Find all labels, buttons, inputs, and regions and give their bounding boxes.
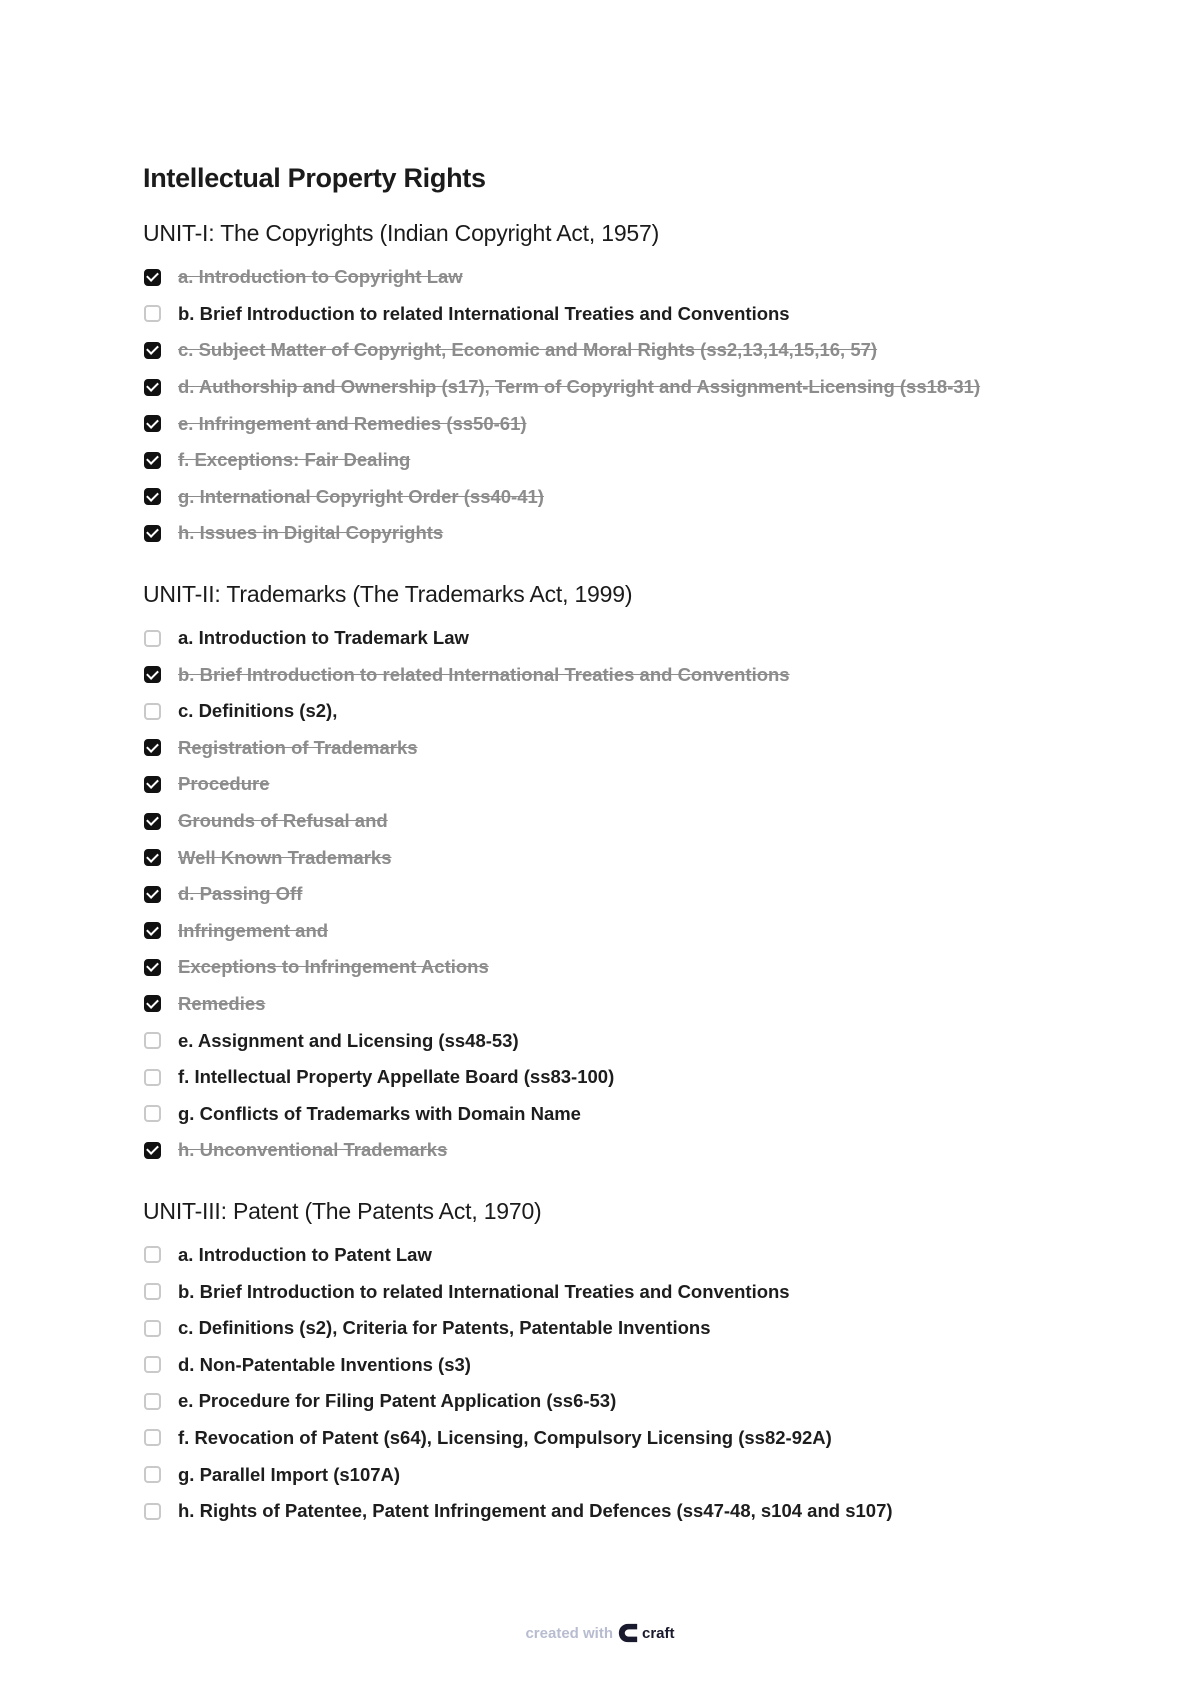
task-label: a. Introduction to Copyright Law — [178, 266, 463, 288]
footer-brand-label: craft — [642, 1624, 675, 1642]
checked-checkbox[interactable] — [144, 776, 161, 793]
checked-checkbox[interactable] — [144, 1142, 161, 1159]
task-label: b. Brief Introduction to related International Treaties and Conventions — [178, 663, 790, 685]
task-list — [143, 259, 1143, 552]
checked-checkbox[interactable] — [144, 415, 161, 432]
task-list — [143, 620, 1143, 1169]
task-item — [143, 949, 1143, 986]
task-label: g. International Copyright Order (ss40-41) — [178, 485, 544, 507]
task-label: g. Parallel Import (s107A) — [178, 1463, 401, 1485]
task-label: c. Subject Matter of Copyright, Economic and Moral Rights (ss2,13,14,15,16, 57) — [178, 339, 878, 361]
unchecked-checkbox[interactable] — [144, 1466, 161, 1483]
checked-checkbox[interactable] — [144, 739, 161, 756]
task-item — [143, 620, 1143, 657]
task-item — [143, 1346, 1143, 1383]
task-item — [143, 515, 1143, 552]
unit-section — [143, 578, 1143, 1169]
checked-checkbox[interactable] — [144, 452, 161, 469]
checked-checkbox[interactable] — [144, 886, 161, 903]
task-item — [143, 839, 1143, 876]
task-label: f. Exceptions: Fair Dealing — [178, 449, 411, 471]
task-label: d. Passing Off — [178, 883, 303, 905]
task-label: b. Brief Introduction to related International Treaties and Conventions — [178, 302, 790, 324]
task-label: Infringement and — [178, 919, 329, 941]
task-label: e. Assignment and Licensing (ss48-53) — [178, 1029, 519, 1051]
unchecked-checkbox[interactable] — [144, 1320, 161, 1337]
unit-heading: UNIT-II: Trademarks (The Trademarks Act, 1999) — [143, 580, 633, 607]
checked-checkbox[interactable] — [144, 813, 161, 830]
task-label: Registration of Trademarks — [178, 736, 418, 758]
checked-checkbox[interactable] — [144, 666, 161, 683]
task-item — [143, 296, 1143, 333]
task-item — [143, 1059, 1143, 1096]
task-item — [143, 1095, 1143, 1132]
unchecked-checkbox[interactable] — [144, 1105, 161, 1122]
checked-checkbox[interactable] — [144, 959, 161, 976]
task-label: a. Introduction to Trademark Law — [178, 627, 469, 649]
footer[interactable] — [0, 1622, 1200, 1644]
task-label: h. Unconventional Trademarks — [178, 1139, 448, 1161]
task-label: Exceptions to Infringement Actions — [178, 956, 489, 978]
task-label: c. Definitions (s2), — [178, 700, 338, 722]
unchecked-checkbox[interactable] — [144, 1356, 161, 1373]
task-label: h. Issues in Digital Copyrights — [178, 522, 444, 544]
task-label: Grounds of Refusal and — [178, 810, 388, 832]
task-item — [143, 1310, 1143, 1347]
task-item — [143, 803, 1143, 840]
task-label: c. Definitions (s2), Criteria for Patents, Patentable Inventions — [178, 1317, 711, 1339]
task-label: b. Brief Introduction to related International Treaties and Conventions — [178, 1280, 790, 1302]
task-label: Procedure — [178, 773, 270, 795]
unchecked-checkbox[interactable] — [144, 305, 161, 322]
unchecked-checkbox[interactable] — [144, 630, 161, 647]
task-label: e. Infringement and Remedies (ss50-61) — [178, 412, 527, 434]
task-item — [143, 1022, 1143, 1059]
task-item — [143, 1273, 1143, 1310]
task-label: g. Conflicts of Trademarks with Domain Name — [178, 1102, 581, 1124]
unchecked-checkbox[interactable] — [144, 1032, 161, 1049]
craft-logo-icon — [617, 1622, 639, 1644]
unchecked-checkbox[interactable] — [144, 703, 161, 720]
task-label: Remedies — [178, 992, 266, 1014]
task-label: d. Authorship and Ownership (s17), Term of Copyright and Assignment-Licensing (ss18-31) — [178, 376, 981, 398]
unit-section — [143, 1195, 1143, 1530]
task-label: f. Revocation of Patent (s64), Licensing, Compulsory Licensing (ss82-92A) — [178, 1426, 832, 1448]
units-container — [143, 217, 1143, 1529]
unchecked-checkbox[interactable] — [144, 1283, 161, 1300]
task-item — [143, 1456, 1143, 1493]
page-title: Intellectual Property Rights — [143, 163, 486, 193]
task-item — [143, 766, 1143, 803]
task-item — [143, 1132, 1143, 1169]
task-item — [143, 442, 1143, 479]
unit-heading: UNIT-III: Patent (The Patents Act, 1970) — [143, 1197, 542, 1224]
checked-checkbox[interactable] — [144, 379, 161, 396]
unchecked-checkbox[interactable] — [144, 1069, 161, 1086]
task-item — [143, 259, 1143, 296]
task-item — [143, 730, 1143, 767]
footer-prefix: created with — [525, 1624, 613, 1642]
task-item — [143, 913, 1143, 950]
task-item — [143, 1383, 1143, 1420]
task-label: e. Procedure for Filing Patent Application (ss6-53) — [178, 1390, 617, 1412]
task-item — [143, 332, 1143, 369]
task-item — [143, 369, 1143, 406]
task-label: Well Known Trademarks — [178, 846, 392, 868]
task-item — [143, 405, 1143, 442]
task-item — [143, 1420, 1143, 1457]
footer-brand[interactable] — [617, 1622, 675, 1644]
task-label: f. Intellectual Property Appellate Board (ss83-100) — [178, 1066, 615, 1088]
checked-checkbox[interactable] — [144, 995, 161, 1012]
checked-checkbox[interactable] — [144, 342, 161, 359]
unchecked-checkbox[interactable] — [144, 1246, 161, 1263]
checked-checkbox[interactable] — [144, 849, 161, 866]
unit-heading: UNIT-I: The Copyrights (Indian Copyright Act, 1957) — [143, 220, 660, 246]
checked-checkbox[interactable] — [144, 488, 161, 505]
checked-checkbox[interactable] — [144, 922, 161, 939]
unit-section — [143, 217, 1143, 552]
task-item — [143, 693, 1143, 730]
unchecked-checkbox[interactable] — [144, 1393, 161, 1410]
task-item — [143, 876, 1143, 913]
unchecked-checkbox[interactable] — [144, 1429, 161, 1446]
task-list — [143, 1237, 1143, 1530]
task-item — [143, 479, 1143, 516]
task-label: d. Non-Patentable Inventions (s3) — [178, 1353, 471, 1375]
task-label: a. Introduction to Patent Law — [178, 1243, 432, 1265]
task-label: h. Rights of Patentee, Patent Infringement and Defences (ss47-48, s104 and s107) — [178, 1500, 893, 1522]
checked-checkbox[interactable] — [144, 525, 161, 542]
task-item — [143, 1237, 1143, 1274]
checked-checkbox[interactable] — [144, 269, 161, 286]
unchecked-checkbox[interactable] — [144, 1503, 161, 1520]
task-item — [143, 656, 1143, 693]
task-item — [143, 986, 1143, 1023]
document — [143, 160, 1143, 1555]
task-item — [143, 1493, 1143, 1530]
